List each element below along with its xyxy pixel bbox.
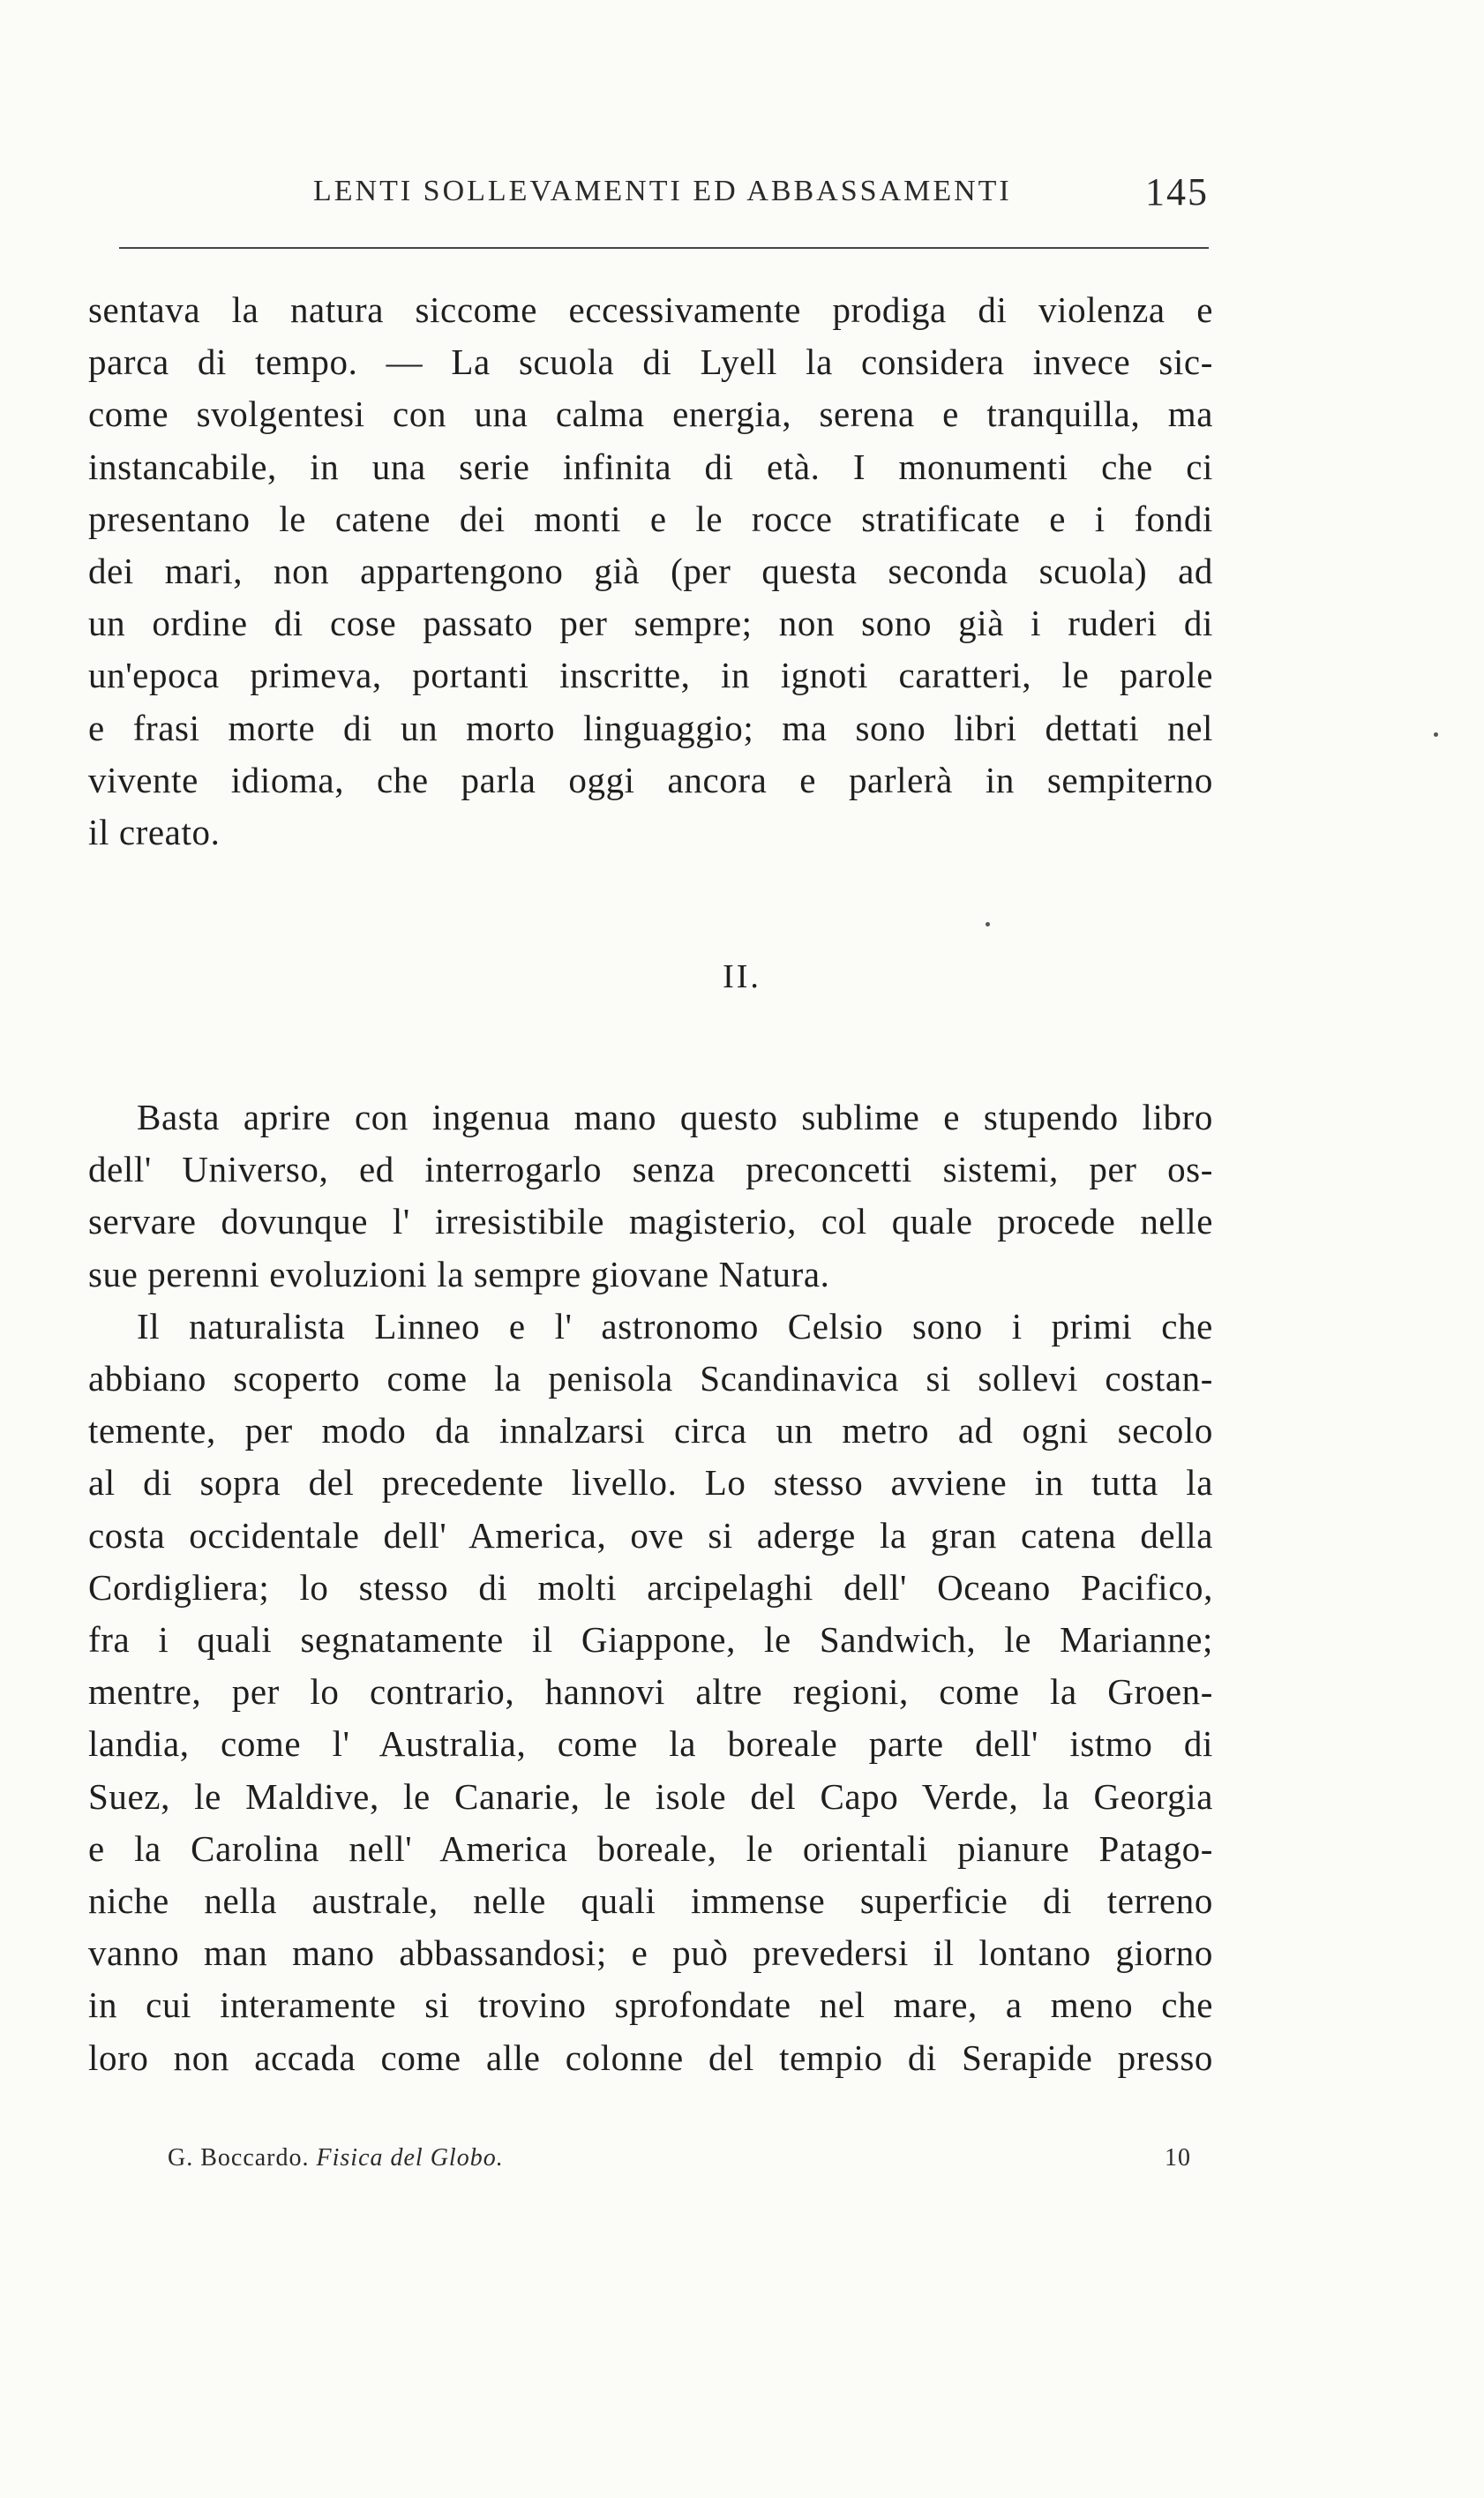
paper-speck	[986, 922, 990, 926]
section-body	[88, 1091, 1213, 2084]
page-header	[119, 170, 1209, 228]
text-line: costa occidentale dell' America, ove si aderge la gran catena della	[88, 1514, 1213, 1556]
text-line: abbiano scoperto come la penisola Scandinavica si sollevi costan-	[88, 1358, 1213, 1399]
text-line: al di sopra del precedente livello. Lo stesso avviene in tutta la	[88, 1462, 1213, 1504]
text-line: e frasi morte di un morto linguaggio; ma sono libri dettati nel	[88, 707, 1213, 748]
text-line: vanno man mano abbassandosi; e può prevedersi il lontano giorno	[88, 1932, 1213, 1974]
footer-author: G. Boccardo.	[168, 2144, 310, 2172]
text-line: un'epoca primeva, portanti inscritte, in ignoti caratteri, le parole	[88, 655, 1213, 696]
text-line: e la Carolina nell' America boreale, le orientali pianure Patago-	[88, 1827, 1213, 1869]
text-line: sentava la natura siccome eccessivamente prodiga di violenza e	[88, 289, 1213, 330]
text-line: dei mari, non appartengono già (per questa seconda scuola) ad	[88, 551, 1213, 592]
text-line: Basta aprire con ingenua mano questo sublime e stupendo libro	[137, 1097, 1213, 1137]
footer-citation	[168, 2144, 504, 2172]
text-line: landia, come l' Australia, come la boreale parte dell' istmo di	[88, 1723, 1213, 1765]
text-line: in cui interamente si trovino sprofondate nel mare, a meno che	[88, 1984, 1213, 2026]
text-line: temente, per modo da innalzarsi circa un metro ad ogni secolo	[88, 1410, 1213, 1452]
text-line: fra i quali segnatamente il Giappone, le Sandwich, le Marianne;	[88, 1619, 1213, 1661]
text-line: parca di tempo. — La scuola di Lyell la considera invece sic-	[88, 341, 1213, 383]
text-line: Il naturalista Linneo e l' astronomo Celsio sono i primi che	[137, 1305, 1213, 1347]
paragraph-continued	[88, 284, 1213, 859]
text-line: Suez, le Maldive, le Canarie, le isole del Capo Verde, la Georgia	[88, 1775, 1213, 1817]
text-line: mentre, per lo contrario, hannovi altre regioni, come la Groen-	[88, 1671, 1213, 1713]
text-line: loro non accada come alle colonne del tempio di Serapide presso	[88, 2037, 1213, 2078]
paper-speck	[1434, 732, 1438, 737]
section-number: II.	[723, 958, 761, 995]
text-line: servare dovunque l' irresistibile magisterio, col quale procede nelle	[88, 1201, 1213, 1242]
signature-mark: 10	[1165, 2144, 1191, 2172]
text-line: come svolgentesi con una calma energia, serena e tranquilla, ma	[88, 394, 1213, 435]
text-line: vivente idioma, che parla oggi ancora e parlerà in sempiterno	[88, 759, 1213, 800]
text-line: presentano le catene dei monti e le rocce stratificate e i fondi	[88, 498, 1213, 539]
header-rule	[119, 247, 1209, 249]
running-title: LENTI SOLLEVAMENTI ED ABBASSAMENTI	[313, 175, 1012, 207]
text-line: il creato.	[88, 812, 221, 853]
text-line: instancabile, in una serie infinita di età. I monumenti che ci	[88, 446, 1213, 487]
text-line: un ordine di cose passato per sempre; non sono già i ruderi di	[88, 603, 1213, 644]
text-line: sue perenni evoluzioni la sempre giovane Natura.	[88, 1253, 830, 1294]
page-number: 145	[1145, 170, 1209, 214]
text-line: dell' Universo, ed interrogarlo senza preconcetti sistemi, per os-	[88, 1149, 1213, 1190]
text-line: niche nella australe, nelle quali immense superficie di terreno	[88, 1880, 1213, 1922]
footer-book-title: Fisica del Globo.	[316, 2144, 504, 2172]
text-line: Cordigliera; lo stesso di molti arcipelaghi dell' Oceano Pacifico,	[88, 1566, 1213, 1608]
